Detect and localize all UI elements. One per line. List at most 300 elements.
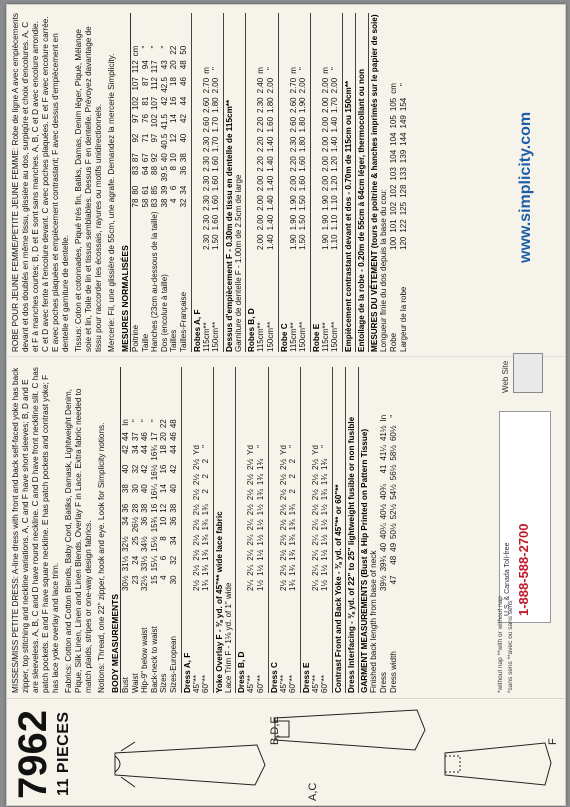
table-cell: 103 (388, 167, 398, 181)
table-row (379, 413, 389, 693)
table-cell: 6 (159, 555, 169, 561)
table-cell: 149 (398, 115, 408, 129)
table-cell: 8 (159, 536, 169, 541)
table-cell: 40 (121, 464, 130, 474)
table-cell: Yd (278, 445, 288, 455)
table-cell: 1¾ (288, 534, 298, 546)
yardage-table (234, 173, 244, 352)
technical-drawings (7, 698, 565, 805)
table-cell: 58½ (388, 445, 398, 461)
table-cell: 15¾ (149, 516, 159, 533)
phone-caption: U.S. & Canada Toll-free (504, 542, 511, 616)
table-cell: 2½ (191, 489, 201, 501)
table-cell: 1½ (255, 519, 265, 531)
table-row (160, 44, 170, 352)
table-cell: 16 (149, 503, 159, 513)
table-row (330, 65, 340, 352)
table-cell: Yd (191, 445, 201, 455)
table-row (279, 443, 289, 693)
row-label: Tailles (169, 329, 179, 352)
table-cell: " (201, 445, 211, 448)
table-cell: 83 (150, 198, 160, 208)
table-cell: Yd (246, 445, 256, 455)
table-cell: 2 (201, 458, 211, 464)
table-cell: 1.40 (265, 175, 275, 192)
table-cell: 1.50 (298, 234, 308, 250)
table-cell: " (288, 445, 298, 448)
table-cell: 41.5 (159, 114, 169, 130)
description-fr: ROBE POUR JEUNE FEMME/PETITE JEUNE FEMME: Robe de ligne A avec empiècements devant et dos doublés en même tissu, glissière au dos, surpiqûre et choix d'encolures. A, C et F à manches courtes; B, D et E sont sans manches. A, B, C et D avec encolure arrondie. C et D avec fente à l'encolure devant. C avec poches plaquées. E et F avec encolure carrée. E avec poches plaquées et empiècement contrastant; F avec dessus d'empiècement en dentelle et garniture de dentelle. (11, 13, 70, 352)
table-cell: 2.20 (288, 156, 298, 172)
fabrics-fr: Tissus: Coton et cotonnades, Piqué très fin, Batiks, Damas, Denim léger, Piqué, Mélange soie et lin, Toile de lin et tissus semblables. Dessus F en dentelle. Prévoyez davantage de tissu pour raccorder les écossais, rayures ou motifs unidirectionnels. (74, 26, 103, 352)
row-label: 115cm** (201, 322, 211, 352)
table-cell: 56½ (388, 464, 398, 481)
table-cell: 40 (140, 484, 150, 494)
table-cell: 34 (130, 445, 140, 454)
row-label: 115cm** (256, 322, 266, 352)
yardage-table (321, 65, 340, 352)
table-cell: 48 (388, 555, 398, 565)
view-label-bde: B,D,E (269, 716, 281, 745)
table-cell: 2¼ (246, 549, 256, 561)
table-cell: 17 (149, 432, 159, 442)
table-cell: 2.00 (256, 234, 266, 250)
table-cell: 2.30 (201, 195, 211, 211)
table-cell: 46 (140, 432, 150, 442)
yardage-sections-en (181, 367, 356, 693)
table-cell: " (140, 45, 150, 49)
yardage-table (279, 443, 298, 693)
view-label-ac: A,C (307, 782, 319, 801)
table-cell: 1.70 (211, 136, 221, 153)
table-cell: 2.60 (201, 116, 211, 133)
table-cell: 2.70 (288, 77, 298, 94)
table-cell: 1½ (255, 549, 265, 561)
table-cell: 2½ (246, 474, 256, 486)
table-cell: 1.40 (265, 195, 275, 211)
table-cell: 40¼ (378, 523, 388, 539)
table-row (169, 44, 179, 352)
table-cell: 107 (131, 77, 140, 91)
yardage-section (213, 367, 234, 693)
table-cell: " (298, 67, 308, 70)
yardage-section (300, 367, 330, 693)
table-cell: 2½ (191, 534, 201, 546)
table-row (256, 65, 266, 352)
table-cell: 2½ (246, 504, 256, 516)
table-cell: 1.70 (330, 97, 340, 113)
table-cell: 1.80 (211, 97, 221, 113)
table-cell: 32 (130, 464, 140, 474)
table-row (201, 443, 211, 693)
table-cell: 20 (159, 432, 169, 442)
table-row (131, 417, 141, 693)
table-cell: 8 (169, 166, 179, 171)
table-cell: 2.30 (201, 156, 211, 172)
table-cell: 1¾ (288, 519, 298, 531)
table-row (288, 443, 298, 693)
table-cell: 34 (178, 185, 188, 195)
table-cell: 128 (398, 184, 408, 198)
table-cell: " (320, 445, 330, 448)
table-cell: 23 (130, 575, 140, 585)
row-label: Hanches (23cm au-dessous de la taille) (150, 211, 160, 352)
table-cell: 38 (159, 198, 169, 208)
table-cell: 2½ (310, 489, 320, 501)
table-cell: 2½ (278, 489, 288, 501)
table-cell: 22 (169, 45, 179, 55)
table-row (321, 65, 331, 352)
table-cell: 48 (168, 419, 178, 429)
table-cell: 2.30 (201, 136, 211, 153)
section-heading: Entoilage de la robe - 0.20m de 55cm à 64cm léger, thermocollant ou non (356, 68, 366, 352)
garment-table-fr (389, 81, 408, 352)
table-row (131, 44, 141, 352)
table-cell: 2¼ (246, 579, 256, 591)
yardage-section (181, 367, 211, 693)
table-cell: 78 (131, 198, 140, 208)
table-cell: 36 (121, 503, 130, 513)
yardage-section (310, 13, 340, 352)
table-cell: 2½ (278, 504, 288, 516)
table-cell: 102 (388, 201, 398, 216)
table-row (179, 44, 189, 352)
table-row (234, 173, 244, 352)
table-cell: 80 (131, 185, 140, 195)
table-cell: 67 (140, 153, 150, 163)
table-cell: 18 (169, 77, 179, 86)
table-cell: 2.20 (256, 156, 266, 172)
table-cell: 101 (388, 219, 398, 233)
row-label: 150cm** (211, 321, 221, 352)
table-cell: 1.70 (211, 116, 221, 133)
table-cell: 1.90 (288, 234, 298, 250)
table-cell: 85 (150, 185, 160, 195)
table-cell: 2.20 (256, 136, 266, 153)
table-cell: 97 (131, 114, 140, 123)
table-row (202, 65, 212, 352)
garment-sub-fr: Longueur finie du dos depuis la base du cou: (378, 189, 388, 352)
row-label: Garniture de dentelle F - 1.00m de 2.5cm de large (233, 174, 243, 352)
table-cell: 102 (150, 114, 160, 128)
table-cell: 44 (121, 432, 130, 442)
table-cell: 1.60 (211, 214, 221, 231)
row-label: Sizes (159, 673, 169, 693)
table-cell: 47 (388, 575, 398, 585)
section-heading: Dessus d'empiècement F - 0.30m de tissu en dentelle de 115cm** (224, 99, 234, 352)
table-row (399, 81, 409, 352)
website-link[interactable]: www.simplicity.com (517, 111, 534, 263)
row-label: Largeur de la robe (398, 286, 408, 352)
section-heading: Empiècement contrastant devant et dos - 0.70m de 115cm ou 150cm** (343, 80, 353, 352)
table-cell: 15¼ (149, 555, 159, 572)
table-cell: 2¼ (310, 534, 320, 546)
table-cell: " (255, 445, 265, 448)
english-column (7, 360, 565, 693)
body-measurements-table-en (121, 417, 179, 693)
garment-table-en (379, 413, 398, 693)
table-cell: 2 (201, 489, 211, 494)
table-cell: 1.10 (330, 195, 340, 211)
table-row (169, 417, 179, 693)
table-cell: 32½ (140, 575, 150, 591)
table-row (224, 581, 234, 693)
table-cell: 1.50 (211, 234, 221, 250)
yardage-table (289, 65, 308, 352)
table-cell: " (398, 83, 408, 86)
table-cell: 144 (398, 132, 408, 146)
table-cell: 1.80 (298, 116, 308, 133)
table-cell: 76 (140, 114, 150, 123)
table-cell: 41 (378, 464, 388, 474)
table-cell: 2¼ (310, 579, 320, 591)
table-cell: 1.80 (265, 97, 275, 113)
table-row (311, 443, 321, 693)
table-cell: 112 (131, 60, 140, 74)
row-label: Back-neck to waist (149, 626, 159, 693)
table-cell: 1.20 (330, 175, 340, 192)
table-cell: 50½ (388, 523, 398, 539)
table-cell: 2.00 (320, 136, 330, 153)
row-label: Dress (378, 672, 388, 693)
rotated-content (7, 5, 565, 805)
yardage-section (278, 13, 308, 352)
table-cell: 14 (159, 484, 169, 494)
table-cell: 30½ (121, 575, 130, 591)
notions-fr: Mercerie: Fil, une glissière de 55cm, une agrafe. Demandez la mercerie Simplicity. (107, 53, 116, 352)
table-cell: 2½ (278, 458, 288, 470)
yardage-section (332, 367, 343, 693)
table-cell: 139 (398, 149, 408, 164)
table-cell: 1¾ (255, 489, 265, 501)
table-cell: 42 (168, 464, 178, 474)
table-cell: 1.40 (265, 214, 275, 231)
table-cell: 2 (201, 474, 211, 479)
table-row (192, 443, 202, 693)
table-cell: 38 (168, 503, 178, 513)
table-row (389, 413, 399, 693)
table-cell: 1.60 (298, 156, 308, 172)
footer (493, 9, 559, 693)
table-cell: 2.00 (288, 175, 298, 192)
table-cell: 2¼ (310, 564, 320, 576)
row-label: Dos (encolure à taille) (159, 274, 169, 352)
table-cell: 30 (130, 484, 140, 494)
table-cell: 2½ (191, 564, 201, 576)
body-measurements-title: BODY MEASUREMENTS (110, 367, 121, 693)
table-row (141, 44, 151, 352)
table-cell: 2.60 (288, 97, 298, 113)
table-cell: 1.40 (265, 234, 275, 250)
table-cell: 133 (398, 167, 408, 181)
pieces-count: 11 PIECES (55, 711, 72, 796)
table-cell: 2.60 (288, 116, 298, 133)
body-measurements-table-fr (131, 44, 189, 352)
footnote-en: *without nap **with or without nap (497, 596, 504, 693)
table-cell: 1¾ (201, 534, 211, 546)
table-cell: 40½ (378, 503, 388, 520)
row-label: 45"** (310, 675, 320, 693)
table-cell: cm (131, 45, 140, 57)
table-cell: 42 (159, 96, 169, 106)
table-cell: 2½ (278, 519, 288, 531)
table-cell: 2½ (191, 504, 201, 516)
table-cell: 1.20 (330, 156, 340, 172)
table-cell: 10 (159, 516, 169, 526)
table-cell: 37 (130, 432, 140, 442)
table-cell: 1½ (255, 564, 265, 576)
row-label: 115cm** (320, 322, 330, 352)
table-cell: 92 (131, 133, 140, 143)
table-cell: 42 (140, 464, 150, 474)
table-cell: 2.00 (211, 77, 221, 94)
table-cell: 39¾ (378, 555, 388, 572)
table-cell: 1½ (320, 534, 330, 546)
table-cell: 14 (169, 114, 179, 123)
row-label: 150cm** (298, 321, 308, 352)
table-cell: 117 (150, 60, 160, 74)
table-cell: 1.90 (320, 214, 330, 231)
table-cell: 1.60 (265, 116, 275, 133)
row-label: 115cm** (288, 322, 298, 352)
table-cell: 60½ (388, 425, 398, 442)
table-cell: 2½ (310, 504, 320, 516)
table-cell: 1½ (320, 549, 330, 561)
table-cell: 2.00 (320, 156, 330, 172)
table-cell: 112 (150, 77, 160, 90)
dress-line-drawings (85, 699, 555, 805)
table-cell: 1¾ (201, 549, 211, 561)
table-cell: " (159, 45, 169, 49)
table-cell: Yd (310, 445, 320, 455)
section-heading: Robe C (279, 323, 289, 352)
garment-measurements-title: GARMENT MEASUREMENTS (Bust & Hip Printed on Pattern Tissue) (359, 428, 369, 693)
table-cell: 1¾ (288, 564, 298, 576)
table-cell: 1.90 (288, 214, 298, 231)
table-cell: 2½ (310, 458, 320, 470)
notions-en: Notions: Thread, one 22" zipper, hook and eye. Look for Simplicity notions. (97, 422, 106, 693)
table-cell: 12 (159, 503, 169, 513)
footnote-fr: *sans sens **avec ou sans sens (507, 600, 514, 693)
table-cell: 2¼ (310, 519, 320, 531)
yardage-section (345, 367, 356, 693)
table-cell: 54½ (388, 484, 398, 500)
table-cell: 87 (131, 153, 140, 163)
table-cell: 2.00 (256, 195, 266, 211)
yardage-section (245, 13, 275, 352)
table-cell: 87 (140, 77, 150, 86)
table-cell: 40 (168, 484, 178, 494)
table-cell: 2½ (246, 489, 256, 501)
table-cell: " (130, 419, 140, 423)
row-label: Lace Trim F - 1⅛ yd. of 1" wide (223, 582, 233, 693)
table-cell: " (265, 67, 275, 70)
table-cell: 122 (398, 219, 408, 233)
table-cell: 105 (388, 97, 398, 112)
table-cell: 1.90 (320, 195, 330, 211)
web-label: Web Site (501, 360, 510, 393)
table-cell: 2.00 (330, 77, 340, 94)
table-cell: 2¼ (246, 519, 256, 531)
table-cell: 2½ (191, 458, 201, 470)
table-cell: 40¾ (378, 484, 388, 500)
description-en: MISSES/MISS PETITE DRESS: A-line dress with front and back self-faced yoke has back zipper, top stitching and neckline variations. A, C and F have short sleeves; B, D and E are sleeveless. A, B, C and D have round neckline. C and D have front neckline slit. C has patch pockets. E and F have square neckline. E has patch pockets and contrast yoke; F has lace yoke overlay and lace trim. (11, 367, 60, 693)
table-cell: 2.30 (256, 97, 266, 113)
table-cell: 102 (131, 96, 140, 111)
row-label: 150cm** (330, 321, 340, 352)
yardage-table (202, 65, 221, 352)
table-cell: 39 (159, 185, 169, 195)
table-cell: 81 (140, 96, 150, 106)
table-cell: 41¼ (378, 445, 388, 461)
section-heading: Robes A, F (192, 309, 202, 352)
table-cell: 1¾ (288, 549, 298, 561)
yardage-table (311, 443, 330, 693)
table-cell: 1.50 (298, 214, 308, 231)
table-cell: 44 (140, 445, 150, 454)
table-row (211, 65, 221, 352)
row-label: Robe (388, 332, 398, 352)
table-cell: 22 (159, 419, 169, 429)
table-cell: 2½ (278, 534, 288, 546)
table-cell: 2.20 (256, 116, 266, 133)
table-cell: 42 (178, 114, 188, 123)
table-cell: 1¾ (288, 579, 298, 591)
table-cell: 102 (388, 184, 398, 198)
table-cell: 58 (140, 198, 150, 208)
table-cell: 18 (159, 445, 169, 454)
row-label: 60"** (320, 675, 330, 693)
table-cell: 1½ (255, 579, 265, 591)
yardage-table (224, 581, 234, 693)
table-cell: 10 (169, 153, 179, 163)
table-cell: m (320, 67, 330, 74)
table-cell: 44 (168, 445, 178, 454)
table-cell: 1.60 (211, 195, 221, 211)
table-row (289, 65, 299, 352)
table-cell: 2.00 (320, 116, 330, 133)
table-cell: 2½ (310, 474, 320, 486)
table-cell: 1.40 (265, 156, 275, 172)
table-cell: 42.5 (159, 77, 169, 93)
table-cell: 1¾ (320, 458, 330, 470)
row-label: Bust (121, 676, 130, 693)
table-cell: 1.60 (211, 175, 221, 192)
table-cell: 41½ (378, 425, 388, 442)
table-cell: 33½ (140, 555, 150, 572)
table-cell: 120 (398, 236, 408, 250)
section-heading: Robe E (311, 323, 321, 352)
phone-number[interactable]: 1-888-588-2700 (516, 523, 531, 616)
table-cell: 1¾ (201, 564, 211, 576)
table-cell: 36 (168, 516, 178, 526)
table-cell: 36 (178, 166, 188, 175)
table-cell: 40 (378, 542, 388, 552)
section-heading: Yoke Overlay F - ⅜ yd. of 45"** wide lace fabric (214, 511, 224, 693)
table-cell: 24 (130, 555, 140, 565)
phone-box (499, 411, 551, 623)
yardage-table (246, 443, 265, 693)
table-cell: 40 (159, 153, 169, 163)
section-heading: Dress B, D (237, 651, 247, 693)
table-cell: 15½ (149, 536, 159, 552)
table-cell: 125 (398, 201, 408, 216)
table-cell: 39½ (378, 575, 388, 591)
yardage-section (355, 13, 366, 352)
table-cell: 2½ (191, 579, 201, 591)
row-label: 45"** (246, 675, 256, 693)
table-cell: 4 (169, 198, 179, 204)
